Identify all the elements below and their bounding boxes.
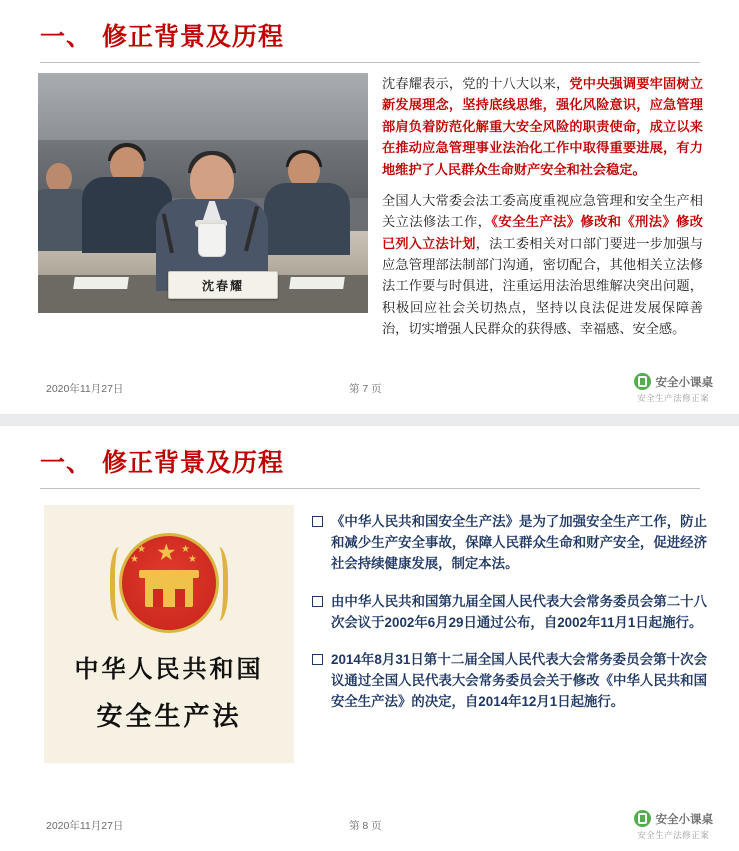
- list-item-text: 《中华人民共和国安全生产法》是为了加强安全生产工作，防止和减少生产安全事故，保障人民群众生命和财产安全，促进经济社会持续健康发展，制定本法。: [331, 514, 707, 572]
- list-item: [312, 649, 707, 713]
- law-cover-line-1: 中华人民共和国: [74, 657, 264, 683]
- footer-page-number-2: 第 8 页: [349, 820, 382, 832]
- conference-photo: [38, 73, 368, 313]
- title-divider-2: [40, 488, 700, 489]
- square-bullet-icon: [312, 516, 323, 527]
- list-item-text: 由中华人民共和国第九届全国人民代表大会常务委员会第二十八次会议于2002年6月29日通过公布，自2002年11月1日起施行。: [331, 593, 707, 630]
- slide-content-2: [0, 489, 739, 763]
- tea-cup: [198, 223, 226, 257]
- watermark-row: [634, 373, 714, 390]
- emblem-star-1: ★: [137, 544, 146, 555]
- paragraph-2-lead: 全国人大常委会法工委高度重视应急管理和安全生产相关立法修法工作，: [382, 192, 703, 230]
- watermark: [634, 373, 714, 404]
- page-title: [40, 22, 699, 52]
- list-item: [312, 591, 707, 633]
- person-right-body: [264, 183, 350, 255]
- emblem-star-big: ★: [156, 539, 177, 565]
- list-item-text: 2014年8月31日第十二届全国人民代表大会常务委员会第十次会议通过全国人民代表大会常务委员会关于修改《中华人民共和国安全生产法》的决定，自2014年12月1日起施行。: [331, 651, 707, 710]
- bullet-list: [312, 505, 707, 763]
- watermark-logo-icon: [634, 810, 651, 827]
- national-emblem-icon: [106, 521, 232, 641]
- watermark-subtitle-2: 安全生产法修正案: [637, 830, 710, 840]
- photo-wall-panel: [38, 73, 368, 142]
- speaker-head: [190, 155, 234, 205]
- page-title-2: [40, 448, 699, 478]
- emblem-tiananmen: [145, 577, 193, 607]
- emblem-gate-door-left: [153, 589, 163, 607]
- slide-separator: [0, 414, 739, 426]
- watermark-subtitle: 安全生产法修正案: [637, 393, 710, 403]
- watermark-logo-icon: [634, 373, 651, 390]
- watermark-name-2: 安全小课桌: [655, 813, 713, 826]
- slide-footer: [0, 368, 739, 414]
- list-item: [312, 511, 707, 575]
- paragraph-2: [382, 190, 703, 340]
- square-bullet-icon: [312, 654, 323, 665]
- speaker-nameplate: [168, 271, 278, 299]
- paragraph-2-highlight: 《安全生产法》修改和《刑法》修改已列入立法计划: [382, 214, 703, 251]
- paragraph-2-tail: ，法工委相关对口部门要进一步加强与应急管理部法制部门沟通，密切配合，其他相关立法修法工作要与时俱进，注重运用法治思维解决突出问题，积极回应社会关切热点，坚持以良法促进发展保障善治，切实增强人民群众的获得感、幸福感、安全感。: [382, 235, 704, 337]
- watermark-2: [634, 810, 714, 841]
- watermark-name: 安全小课桌: [655, 376, 713, 389]
- watermark-row-2: [634, 810, 714, 827]
- page-title-text-2: 修正背景及历程: [102, 449, 285, 477]
- page-title-number-2: 一、: [40, 449, 93, 477]
- body-text: [382, 73, 703, 350]
- law-cover-image: [44, 505, 294, 763]
- slide-7: [0, 0, 739, 414]
- speaker-nameplate-label: 沈春耀: [201, 278, 244, 293]
- emblem-gate-door-right: [175, 589, 185, 607]
- page-title-number: 一、: [40, 23, 93, 51]
- slide-title-block-2: [0, 426, 739, 489]
- emblem-star-2: ★: [130, 554, 139, 565]
- law-cover-line-2: 安全生产法: [96, 702, 242, 731]
- footer-date-2: 2020年11月27日: [46, 820, 124, 832]
- footer-page-number: 第 7 页: [349, 383, 382, 395]
- paragraph-1: [382, 73, 703, 180]
- square-bullet-icon: [312, 596, 323, 607]
- page-title-text: 修正背景及历程: [102, 23, 285, 51]
- slide-content: [0, 63, 739, 350]
- footer-date: 2020年11月27日: [46, 383, 124, 395]
- slide-footer-2: [0, 805, 739, 851]
- desk-paper-right: [289, 277, 345, 289]
- paragraph-1-lead: 沈春耀表示，党的十八大以来，: [382, 76, 570, 91]
- slide-8: [0, 426, 739, 851]
- emblem-star-3: ★: [181, 544, 190, 555]
- desk-paper-left: [73, 277, 129, 289]
- paragraph-1-highlight: 党中央强调要牢固树立新发展理念，坚持底线思维，强化风险意识，应急管理部肩负着防范化解重大安全风险的职责使命，成立以来在推动应急管理事业法治化工作中取得重要进展，有力地维护了人民群众生命财产安全和社会稳定。: [382, 76, 704, 177]
- title-divider: [40, 62, 700, 63]
- emblem-star-4: ★: [188, 554, 197, 565]
- slide-title-block: [0, 0, 739, 63]
